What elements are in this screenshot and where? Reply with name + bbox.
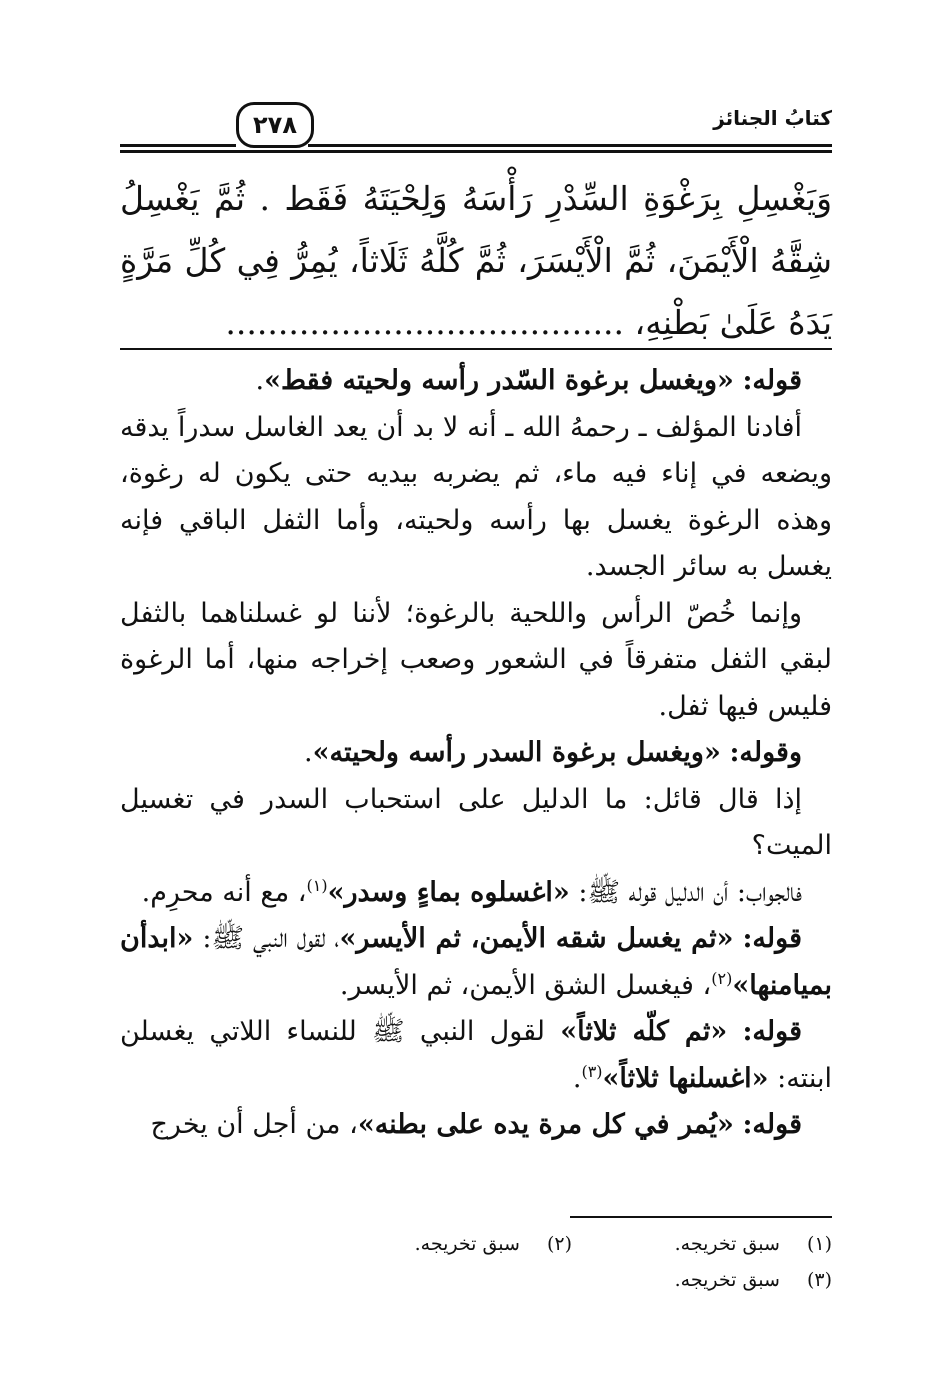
footnote-number: (٢) <box>546 1233 572 1255</box>
footnote-ref: (٢) <box>711 968 733 988</box>
paragraph: إذا قال قائل: ما الدليل على استحباب السدر في تغسيل الميت؟ <box>120 783 832 861</box>
qawluhu-label: وقوله: <box>729 737 802 768</box>
header-rule <box>120 150 832 153</box>
header-rule <box>308 144 832 147</box>
matn-quote: «ويغسل برغوة السدر رأسه ولحيته» <box>312 737 721 768</box>
punctuation: . <box>572 1062 582 1094</box>
paragraph <box>120 870 832 917</box>
qawluhu-label: قوله: <box>742 1016 802 1047</box>
matn-dots: ...................................... <box>225 303 625 342</box>
qawluhu-label: قوله: <box>742 1109 802 1140</box>
footnote-ref: (٣) <box>581 1061 603 1081</box>
book-title: كتابُ الجنائز <box>713 106 832 130</box>
matn-separator <box>120 348 832 350</box>
header-rule <box>120 144 236 147</box>
footnote <box>572 1262 832 1298</box>
qawluhu-label: قوله: <box>742 923 802 954</box>
paragraph <box>120 730 832 777</box>
footnote-row <box>120 1226 832 1262</box>
matn-quote: «يُمر في كل مرة يده على بطنه» <box>357 1109 734 1140</box>
paragraph-text: ، فيغسل الشق الأيمن، ثم الأيسر. <box>339 969 712 1001</box>
paragraph <box>120 1102 832 1149</box>
paragraph: وإنما خُصّ الرأس واللحية بالرغوة؛ لأننا لو غسلناهما بالثفل لبقي الثفل متفرقاً في الشعور وصعب إخراجه منها، أما الرغوة فليس فيها ثفل. <box>120 597 832 722</box>
paragraph-text: فالجواب: أن الدليل قوله ﷺ: <box>578 876 802 908</box>
punctuation: . <box>255 365 265 396</box>
paragraph <box>120 1009 832 1102</box>
punctuation: . <box>304 737 313 768</box>
footnotes <box>120 1226 832 1298</box>
commentary <box>120 358 832 1149</box>
footnote-text: سبق تخريجه. <box>674 1269 780 1291</box>
hadith-quote: «اغسلنها ثلاثاً» <box>602 1062 769 1094</box>
matn-text <box>120 168 832 354</box>
footnote-number: (٣) <box>806 1269 832 1291</box>
footnote-number: (١) <box>806 1233 832 1255</box>
matn-quote: «ويغسل برغوة السّدر رأسه ولحيته فقط» <box>264 365 734 396</box>
hadith-quote: «اغسلوه بماءٍ وسدر» <box>327 876 570 908</box>
paragraph-text: ، لقول النبي ﷺ: <box>202 923 340 954</box>
footnote-text: سبق تخريجه. <box>674 1233 780 1255</box>
paragraph: أفادنا المؤلف ـ رحمهُ الله ـ أنه لا بد أن يعد الغاسل سدراً يدقه ويضعه في إناء فيه ماء، ثم يضربه بيديه حتى يكون له رغوة، وهذه الرغوة يغسل بها رأسه ولحيته، وأما الثفل الباقي فإنه يغسل به سائر الجسد. <box>120 411 832 582</box>
page-header <box>120 100 832 160</box>
matn-quote: «ثم كلّه ثلاثاً» <box>560 1016 728 1047</box>
footnote-ref: (١) <box>306 875 328 895</box>
page-number: ٢٧٨ <box>236 102 314 148</box>
footnote-text: سبق تخريجه. <box>414 1233 520 1255</box>
matn-quote: «ثم يغسل شقه الأيمن، ثم الأيسر» <box>339 923 734 954</box>
qawluhu-label: قوله: <box>742 365 802 396</box>
paragraph-text: لقول النبي ﷺ للنساء اللاتي يغسلن ابنته: <box>120 1016 832 1094</box>
paragraph <box>120 916 832 1009</box>
matn-body: وَيَغْسِلِ بِرَغْوَةِ السِّدْرِ رَأْسَهُ وَلِحْيَتَهُ فَقَط . ثُمَّ يَغْسِلُ شِقَّهُ الْأَيْمَنَ، ثُمَّ الْأَيْسَرَ، ثُمَّ كُلَّهُ ثَلَاثاً، يُمِرُّ فِي كُلِّ مَرَّةٍ يَدَهُ عَلَىٰ بَطْنِهِ، <box>120 179 832 342</box>
paragraph-text: ، من أجل أن يخرج <box>150 1109 358 1140</box>
footnote-separator <box>570 1216 832 1218</box>
footnote <box>572 1226 832 1262</box>
footnote-row <box>120 1262 832 1298</box>
hadith-quote: «ابدأن بميامنها» <box>120 923 832 1001</box>
paragraph-text: ، مع أنه محرِم. <box>141 876 307 908</box>
paragraph <box>120 358 832 405</box>
footnote <box>312 1226 572 1262</box>
